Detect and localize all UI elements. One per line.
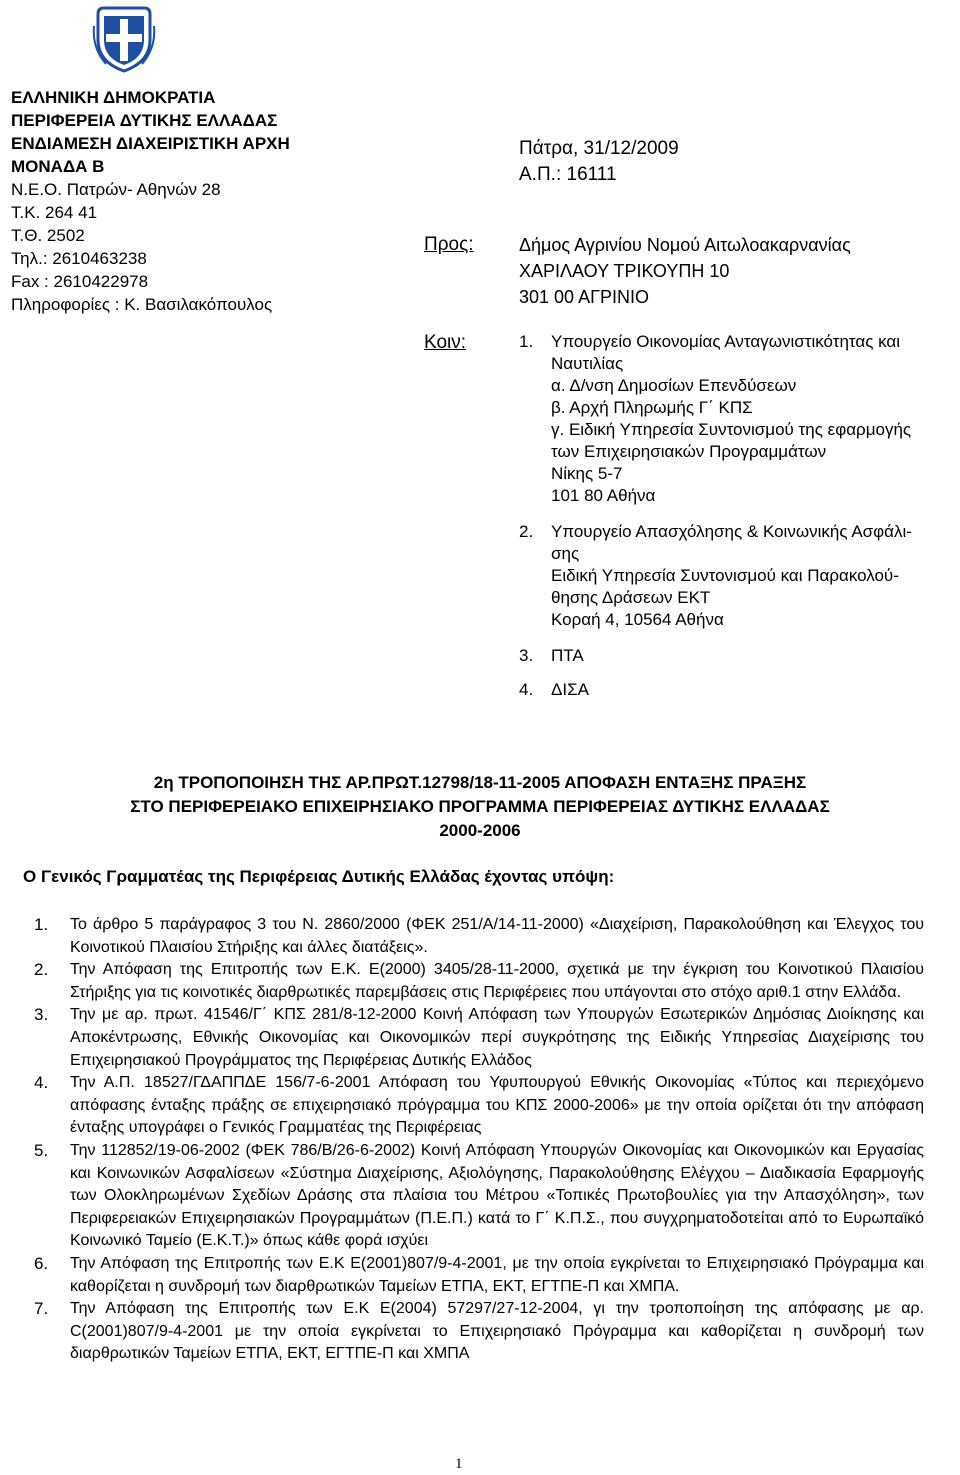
page-number: 1 xyxy=(455,1456,463,1472)
consideration-text: Την 112852/19-06-2002 (ΦΕΚ 786/Β/26-6-2002) Κοινή Απόφαση Υπουργών Οικονομίας και Οικονομικών και Εργασίας και Κοινωνικών Ασφαλίσεων «Σύστημα Διαχείρισης, Αξιολόγησης, Παρακολούθησης Ελέγχου – Διαδικασία Εφαρμογής των Ολοκληρωμένων Σχεδίων Δράσης στα πλαίσια του Μέτρου «Τοπικές Πρωτοβουλίες για την Απασχόληση», των Περιφερειακών Επιχειρησιακών Προγραμμάτων (Π.Ε.Π.) κατά το Γ΄ Κ.Π.Σ., που συγχρηματοδοτείται από το Ευρωπαϊκό Κοινωνικό Ταμείο (Ε.Κ.Τ.)» όπως κάθε φορά ισχύει xyxy=(70,1141,924,1250)
cc-item-line: ΔΙΣΑ xyxy=(551,680,589,699)
recipient-line: ΧΑΡΙΛΑΟΥ ΤΡΙΚΟΥΠΗ 10 xyxy=(519,261,730,281)
recipient-line: 301 00 ΑΓΡΙΝΙΟ xyxy=(519,287,649,307)
consideration-text: Την Απόφαση της Επιτροπής των Ε.Κ. Ε(2000) 3405/28-11-2000, σχετικά με την έγκριση του Κοινοτικού Πλαισίου Στήριξης για τις κοινοτικές διαρθρωτικές παρεμβάσεις στις Περιφέρειες που υπάγονται στο στόχο αριθ.1 στην Ελλάδα. xyxy=(70,961,924,1001)
consideration-item xyxy=(34,959,924,1004)
sender-line: Τ.Θ. 2502 xyxy=(11,226,85,245)
cc-item-number: 1. xyxy=(519,332,534,351)
consideration-number: 7. xyxy=(34,1299,49,1319)
consideration-number: 3. xyxy=(34,1005,49,1025)
consideration-text: Την Απόφαση της Επιτροπής των Ε.Κ Ε(2004) 57297/27-12-2004, γι την τροποποίηση της απόφασης με αρ. C(2001)807/9-4-2001 με την οποία εγκρίνεται το Επιχειρησιακό Πρόγραμμα και καθορίζεται η συνδρομή των διαρθρωτικών Ταμείων ΕΤΠΑ, ΕΚΤ, ΕΓΤΠΕ-Π και ΧΜΠΑ xyxy=(70,1300,924,1363)
sender-line: Fax : 2610422978 xyxy=(11,272,149,291)
considerations-list xyxy=(34,914,924,1366)
consideration-number: 5. xyxy=(34,1140,49,1160)
recipient-line: Δήμος Αγρινίου Νομού Αιτωλοακαρνανίας xyxy=(519,235,851,255)
sender-line: Τηλ.: 2610463238 xyxy=(11,249,147,268)
consideration-number: 6. xyxy=(34,1253,49,1273)
sender-block xyxy=(11,87,411,317)
intro-statement: Ο Γενικός Γραμματέας της Περιφέρειας Δυτικής Ελλάδας έχοντας υπόψη: xyxy=(23,867,615,886)
cc-item-line: των Επιχειρησιακών Προγραμμάτων xyxy=(551,442,827,461)
consideration-item xyxy=(34,1140,924,1253)
consideration-item xyxy=(34,1004,924,1072)
sender-line: ΕΛΛΗΝΙΚΗ ΔΗΜΟΚΡΑΤΙΑ xyxy=(11,88,216,107)
consideration-number: 2. xyxy=(34,960,49,980)
cc-item-number: 3. xyxy=(519,646,534,665)
cc-item-line: α. Δ/νση Δημοσίων Επενδύσεων xyxy=(551,376,797,395)
cc-item-line: Ειδική Υπηρεσία Συντονισμού και Παρακολού- xyxy=(551,566,899,585)
cc-item xyxy=(519,679,959,701)
sender-line: Πληροφορίες : Κ. Βασιλακόπουλος xyxy=(11,295,273,314)
cc-item-line: ΠΤΑ xyxy=(551,646,584,665)
cc-item-number: 4. xyxy=(519,680,534,699)
consideration-text: Την Απόφαση της Επιτροπής των Ε.Κ Ε(2001)807/9-4-2001, με την οποία εγκρίνεται το Επιχειρησιακό Πρόγραμμα και καθορίζεται η συνδρομή των διαρθρωτικών Ταμείων ΕΤΠΑ, ΕΚΤ, ΕΓΤΠΕ-Π και ΧΜΠΑ. xyxy=(70,1254,924,1295)
ref-number: Α.Π.: 16111 xyxy=(519,164,617,185)
cc-item xyxy=(519,331,959,507)
cc-item-line: σης xyxy=(551,544,580,563)
sender-line: ΕΝΔΙΑΜΕΣΗ ΔΙΑΧΕΙΡΙΣΤΙΚΗ ΑΡΧΗ xyxy=(11,134,290,153)
consideration-number: 1. xyxy=(34,915,49,934)
subject-line: ΣΤΟ ΠΕΡΙΦΕΡΕΙΑΚΟ ΕΠΙΧΕΙΡΗΣΙΑΚΟ ΠΡΟΓΡΑΜΜΑ ΠΕΡΙΦΕΡΕΙΑΣ ΔΥΤΙΚΗΣ ΕΛΛΑΔΑΣ xyxy=(130,797,830,816)
greek-emblem-icon xyxy=(92,4,156,74)
sender-line: Ν.Ε.Ο. Πατρών- Αθηνών 28 xyxy=(11,180,221,199)
cc-item-line: Νίκης 5-7 xyxy=(551,464,623,483)
consideration-text: Την Α.Π. 18527/ΓΔΑΠΠΔΕ 156/7-6-2001 Απόφαση του Υφυπουργού Εθνικής Οικονομίας «Τύπος και περιεχόμενο απόφασης ένταξης πράξης σε επιχειρησιακό πρόγραμμα του ΚΠΣ 2000-2006» με την οποία ορίζεται ότι την απόφαση ένταξης υπογράφει ο Γενικός Γραμματέας της Περιφέρειας xyxy=(70,1074,924,1137)
cc-item-line: Υπουργείο Απασχόλησης & Κοινωνικής Ασφάλι- xyxy=(551,522,912,541)
cc-label: Κοιν: xyxy=(424,332,467,353)
cc-item-line: Ναυτιλίας xyxy=(551,354,624,373)
recipient-block xyxy=(519,234,851,312)
consideration-item xyxy=(34,1298,924,1366)
consideration-item xyxy=(34,1253,924,1298)
consideration-item xyxy=(34,914,924,959)
recipient-label: Προς: xyxy=(424,234,474,255)
date-ref-block xyxy=(519,138,679,190)
cc-item-line: 101 80 Αθήνα xyxy=(551,486,656,505)
sender-line: Τ.Κ. 264 41 xyxy=(11,203,98,222)
consideration-number: 4. xyxy=(34,1073,49,1093)
consideration-text: Την με αρ. πρωτ. 41546/Γ΄ ΚΠΣ 281/8-12-2000 Κοινή Απόφαση των Υπουργών Εσωτερικών Δημόσιας Διοίκησης και Αποκέντρωσης, Εθνικής Οικονομίας και Οικονομικών περί συγκρότησης της Ειδικής Υπηρεσίας Διαχείρισης του Επιχειρησιακού Προγράμματος της Περιφέρειας Δυτικής Ελλάδος xyxy=(70,1006,924,1069)
sender-line: ΠΕΡΙΦΕΡΕΙΑ ΔΥΤΙΚΗΣ ΕΛΛΑΔΑΣ xyxy=(11,111,278,130)
cc-item-number: 2. xyxy=(519,522,534,541)
cc-item-line: θησης Δράσεων ΕΚΤ xyxy=(551,588,711,607)
subject-line: 2η ΤΡΟΠΟΠΟΙΗΣΗ ΤΗΣ ΑΡ.ΠΡΩΤ.12798/18-11-2005 ΑΠΟΦΑΣΗ ΕΝΤΑΞΗΣ ΠΡΑΞΗΣ xyxy=(153,773,807,792)
cc-list xyxy=(519,331,959,701)
cc-item-line: Κοραή 4, 10564 Αθήνα xyxy=(551,610,724,629)
sender-line: ΜΟΝΑΔΑ Β xyxy=(11,157,105,176)
cc-item-line: β. Αρχή Πληρωμής Γ΄ ΚΠΣ xyxy=(551,398,753,417)
cc-item-line: Υπουργείο Οικονομίας Ανταγωνιστικότητας και xyxy=(551,332,901,351)
consideration-text: Το άρθρο 5 παράγραφος 3 του Ν. 2860/2000 (ΦΕΚ 251/Α/14-11-2000) «Διαχείριση, Παρακολούθηση και Έλεγχος του Κοινοτικού Πλαισίου Στήριξης και άλλες διατάξεις». xyxy=(70,916,924,956)
cc-item xyxy=(519,645,959,667)
cc-item xyxy=(519,521,959,631)
document-subject xyxy=(0,771,960,843)
consideration-item xyxy=(34,1072,924,1140)
cc-item-line: γ. Ειδική Υπηρεσία Συντονισμού της εφαρμογής xyxy=(551,420,912,439)
subject-line: 2000-2006 xyxy=(439,821,521,840)
place-date: Πάτρα, 31/12/2009 xyxy=(519,138,679,159)
